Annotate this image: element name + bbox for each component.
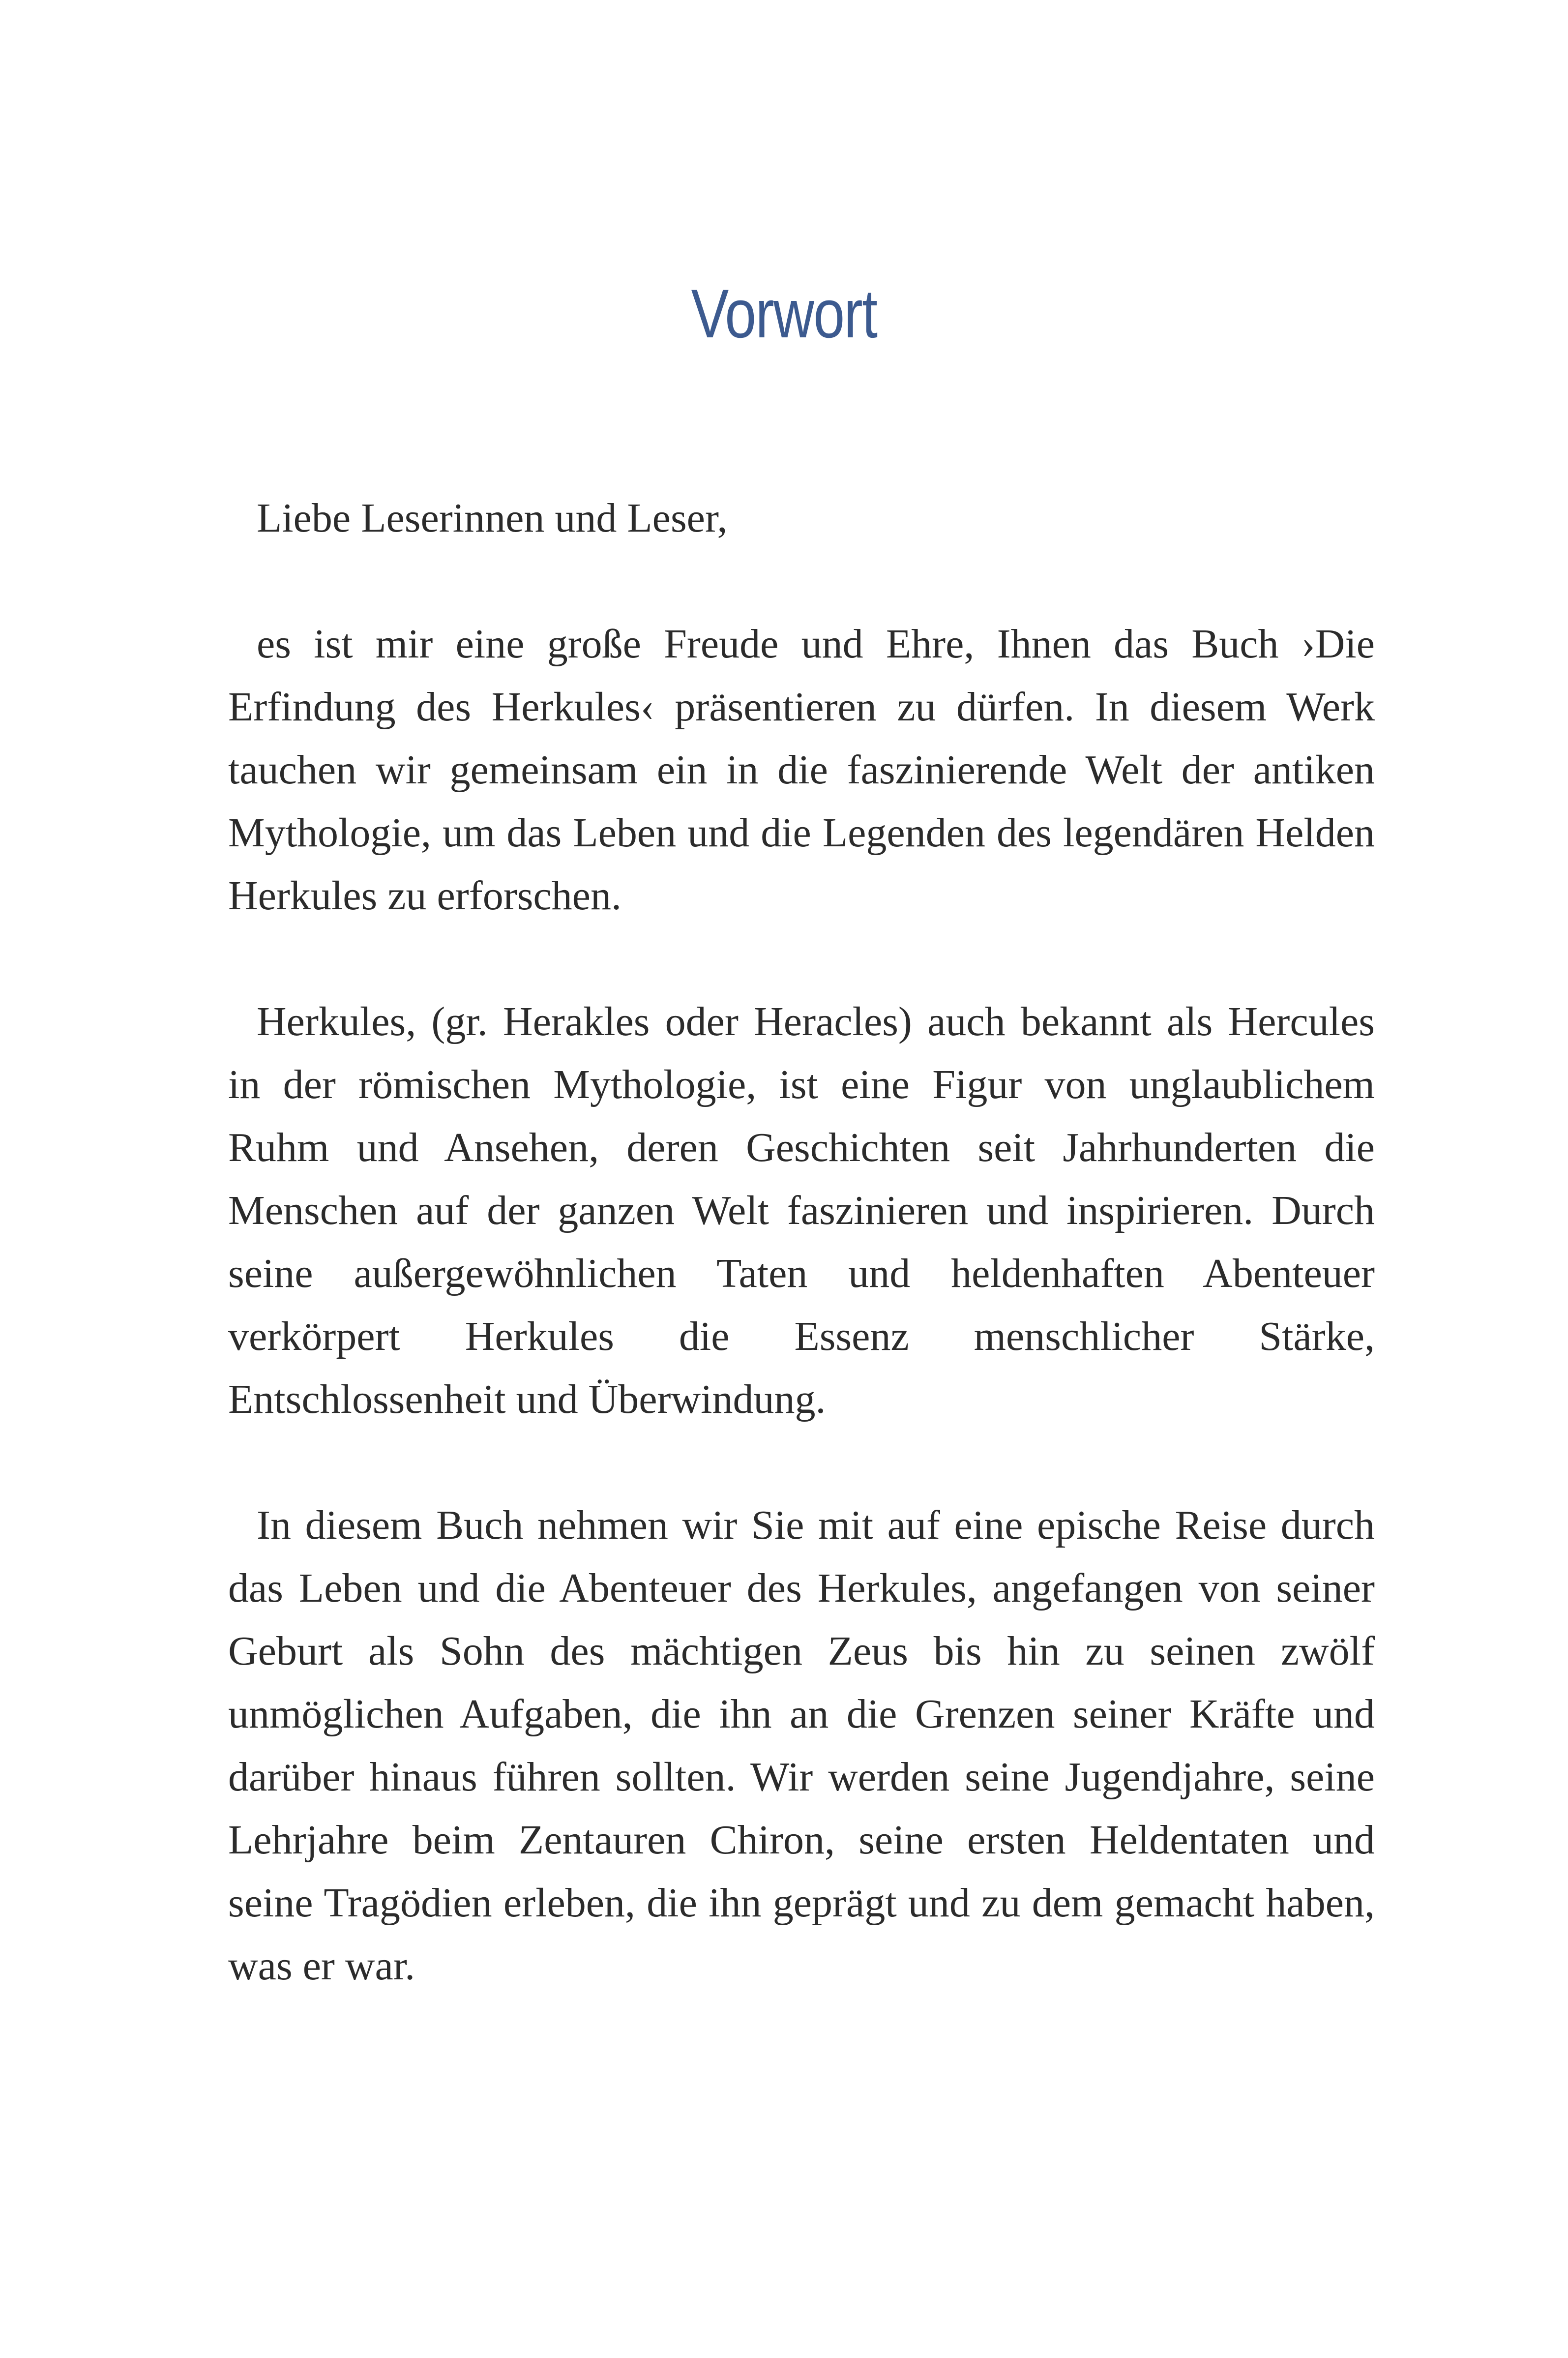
paragraph-journey: In diesem Buch nehmen wir Sie mit auf eine epische Reise durch das Leben und die Abenteuer des Herkules, angefangen von seiner Geburt als Sohn des mächtigen Zeus bis hin zu seinen zwölf unmöglichen Aufgaben, die ihn an die Grenzen seiner Kräfte und darüber hinaus führen sollten. Wir werden seine Jugendjahre, seine Lehrjahre beim Zentauren Chiron, seine ersten Heldentaten und seine Tragödien erleben, die ihn geprägt und zu dem gemacht haben, was er war. <box>228 1502 1375 1989</box>
chapter-title: Vorwort <box>691 275 877 352</box>
paragraph-herkules: Herkules, (gr. Herakles oder Heracles) auch bekannt als Hercules in der römischen Mythologie, ist eine Figur von unglaublichem Ruhm und Ansehen, deren Geschichten seit Jahrhunderten die Menschen auf der ganzen Welt faszinieren und inspirieren. Durch seine außergewöhnlichen Taten und heldenhaften Abenteuer verkörpert Herkules die Essenz menschlicher Stärke, Entschlossenheit und Überwindung. <box>228 999 1375 1422</box>
greeting-line: Liebe Leserinnen und Leser, <box>257 495 728 541</box>
foreword-body <box>228 487 1375 1998</box>
paragraph-intro: es ist mir eine große Freude und Ehre, Ihnen das Buch ›Die Erfindung des Herkules‹ präsentieren zu dürfen. In diesem Werk tauchen wir gemeinsam ein in die faszinierende Welt der antiken Mythologie, um das Leben und die Legenden des legendären Helden Herkules zu erforschen. <box>228 621 1375 919</box>
